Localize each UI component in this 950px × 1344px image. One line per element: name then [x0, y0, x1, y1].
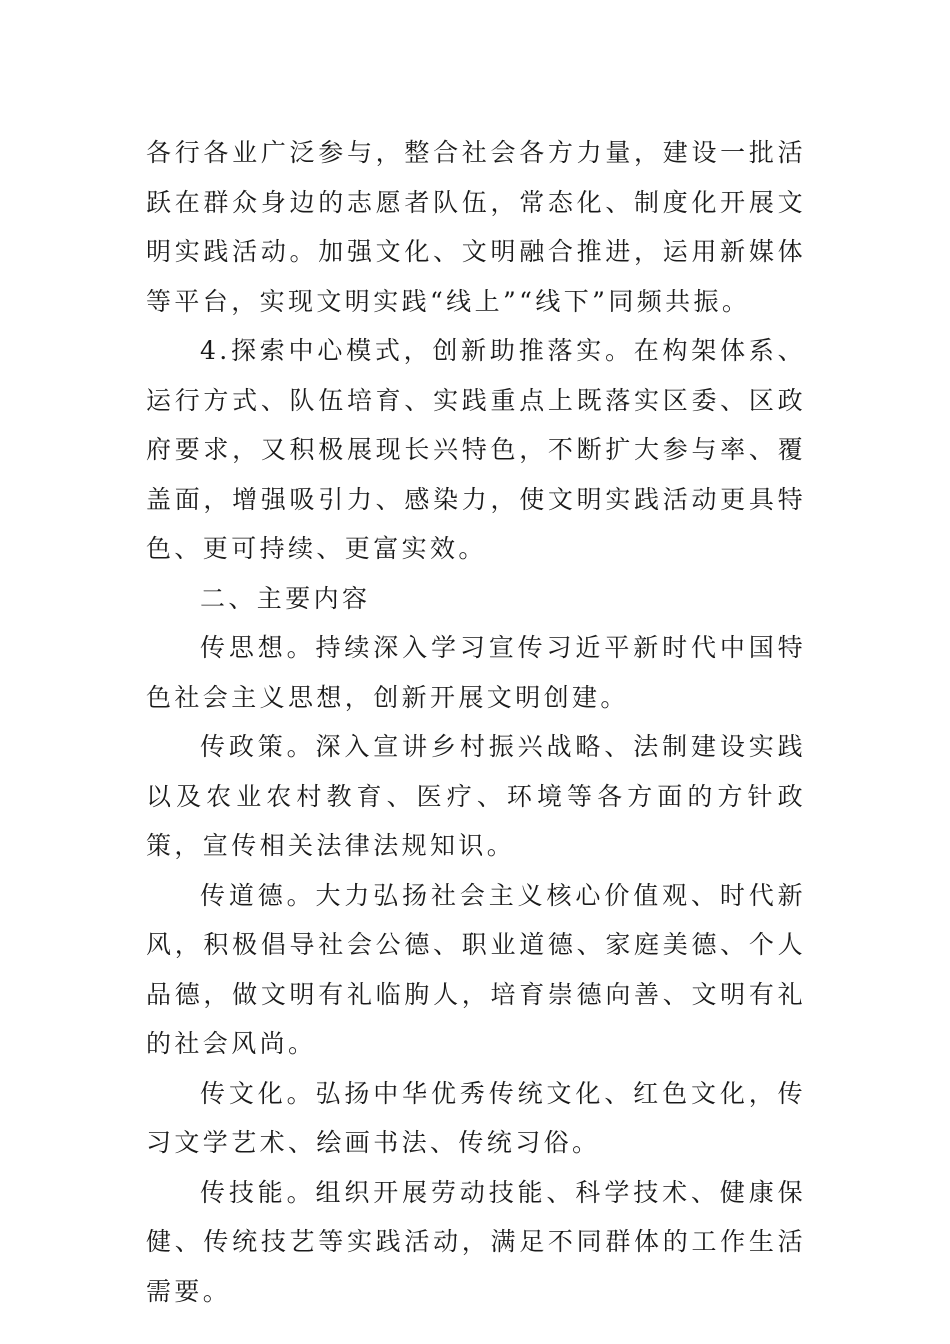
document-body [146, 128, 806, 1316]
paragraph-spread-skills: 传技能。组织开展劳动技能、科学技术、健康保健、传统技艺等实践活动，满足不同群体的工作生活需要。 [146, 1177, 806, 1306]
paragraph-continuation: 各行各业广泛参与，整合社会各方力量，建设一批活跃在群众身边的志愿者队伍，常态化、制度化开展文明实践活动。加强文化、文明融合推进，运用新媒体等平台，实现文明实践“线上”“线下”同频共振。 [146, 138, 806, 316]
section-heading-main-content: 二、主要内容 [200, 583, 371, 613]
paragraph-spread-policy: 传政策。深入宣讲乡村振兴战略、法制建设实践以及农业农村教育、医疗、环境等各方面的方针政策，宣传相关法律法规知识。 [146, 732, 806, 860]
paragraph-spread-morality: 传道德。大力弘扬社会主义核心价值观、时代新风，积极倡导社会公德、职业道德、家庭美德、个人品德，做文明有礼临朐人，培育崇德向善、文明有礼的社会风尚。 [146, 880, 806, 1058]
paragraph-spread-culture: 传文化。弘扬中华优秀传统文化、红色文化，传习文学艺术、绘画书法、传统习俗。 [146, 1078, 806, 1157]
paragraph-spread-thought: 传思想。持续深入学习宣传习近平新时代中国特色社会主义思想，创新开展文明创建。 [146, 633, 806, 712]
paragraph-explore-center-mode: 4.探索中心模式，创新助推落实。在构架体系、运行方式、队伍培育、实践重点上既落实区委、区政府要求，又积极展现长兴特色，不断扩大参与率、覆盖面，增强吸引力、感染力，使文明实践活动更具特色、更可持续、更富实效。 [146, 336, 806, 563]
